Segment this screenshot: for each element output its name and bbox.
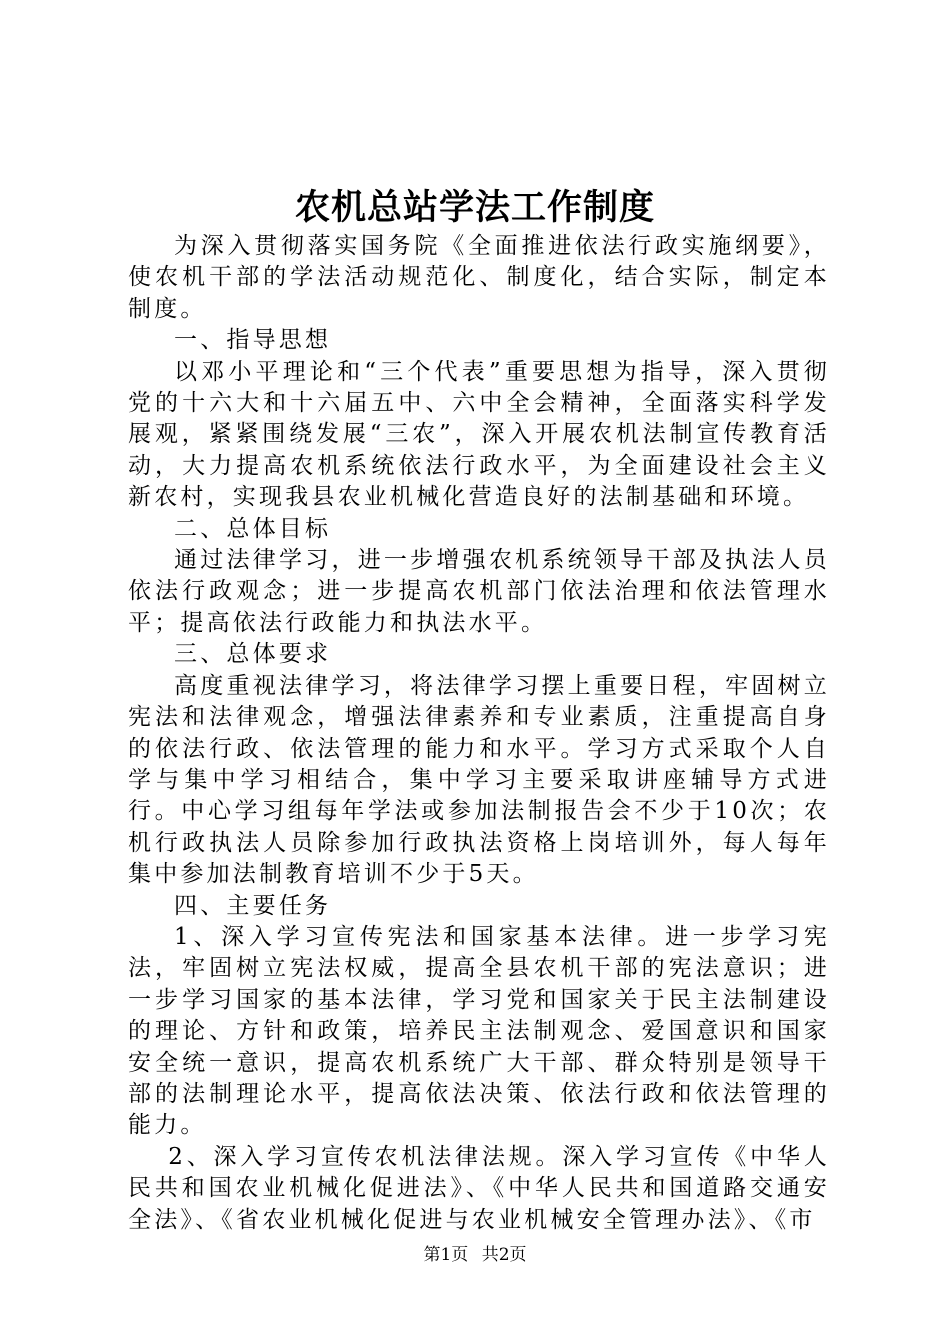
page-number: 第1页 bbox=[423, 1245, 469, 1265]
overall-requirements-paragraph: 高度重视法律学习，将法律学习摆上重要日程，牢固树立宪法和法律观念，增强法律素养和专业素质，注重提高自身的依法行政、依法管理的能力和水平。学习方式采取个人自学与集中学习相结合，集中学习主要采取讲座辅导方式进行。中心学习组每年学法或参加法制报告会不少于10次；农机行政执法人员除参加行政执法资格上岗培训外，每人每年集中参加法制教育培训不少于5天。 bbox=[128, 672, 830, 888]
document-title: 农机总站学法工作制度 bbox=[294, 187, 655, 228]
overall-goal-paragraph: 通过法律学习，进一步增强农机系统领导干部及执法人员依法行政观念；进一步提高农机部门依法治理和依法管理水平；提高依法行政能力和执法水平。 bbox=[128, 547, 830, 636]
page-total: 共2页 bbox=[481, 1245, 527, 1265]
guiding-ideology-paragraph: 以邓小平理论和“三个代表”重要思想为指导，深入贯彻党的十六大和十六届五中、六中全会精神，全面落实科学发展观，紧紧围绕发展“三农”，深入开展农机法制宣传教育活动，大力提高农机系统依法行政水平，为全面建设社会主义新农村，实现我县农业机械化营造良好的法制基础和环境。 bbox=[128, 358, 830, 511]
document-body bbox=[128, 231, 830, 1236]
section-heading-main-tasks: 四、主要任务 bbox=[174, 892, 332, 919]
page-footer bbox=[0, 1243, 950, 1267]
task-item-1-paragraph: 1、深入学习宣传宪法和国家基本法律。进一步学习宪法，牢固树立宪法权威，提高全县农机干部的宪法意识；进一步学习国家的基本法律，学习党和国家关于民主法制建设的理论、方针和政策，培养民主法制观念、爱国意识和国家安全统一意识，提高农机系统广大干部、群众特别是领导干部的法制理论水平，提高依法决策、依法行政和依法管理的能力。 bbox=[128, 923, 830, 1139]
section-heading-overall-goal: 二、总体目标 bbox=[174, 515, 332, 542]
task-item-2-paragraph: 2、深入学习宣传农机法律法规。深入学习宣传《中华人民共和国农业机械化促进法》、《中华人民共和国道路交通安全法》、《省农业机械化促进与农业机械安全管理办法》、《市 bbox=[128, 1143, 830, 1233]
intro-paragraph: 为深入贯彻落实国务院《全面推进依法行政实施纲要》，使农机干部的学法活动规范化、制度化，结合实际，制定本制度。 bbox=[128, 233, 830, 322]
section-heading-overall-requirements: 三、总体要求 bbox=[174, 641, 332, 668]
section-heading-guiding-ideology: 一、指导思想 bbox=[174, 327, 332, 354]
